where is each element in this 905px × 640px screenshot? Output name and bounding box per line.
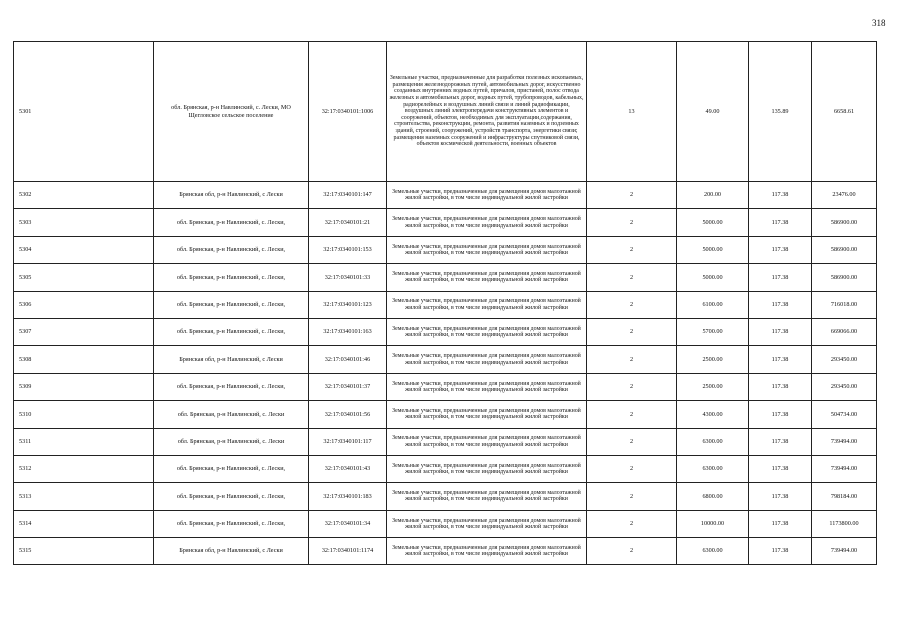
row-number-cell: 5305 (14, 264, 154, 291)
cadastral-number-cell: 32:17:0340101:1174 (309, 538, 387, 565)
use-code-cell: 2 (587, 455, 677, 482)
specific-value-cell: 117.38 (749, 373, 812, 400)
table-body (14, 42, 877, 565)
address-cell: обл. Брянская, р-н Навлинский, с. Лески, (154, 291, 309, 318)
row-number-cell: 5311 (14, 428, 154, 455)
use-code-cell: 2 (587, 209, 677, 236)
area-cell: 4300.00 (677, 401, 749, 428)
land-use-description-cell: Земельные участки, предназначенные для размещения домов малоэтажной жилой застройки, в том числе индивидуальной жилой застройки (387, 264, 587, 291)
table-row (14, 346, 877, 373)
address-cell: обл. Брянская, р-н Навлинский, с. Лески (154, 428, 309, 455)
use-code-cell: 2 (587, 428, 677, 455)
cadastral-value-cell: 798184.00 (812, 483, 877, 510)
cadastral-number-cell: 32:17:0340101:1006 (309, 42, 387, 182)
address-cell: обл. Брянская, р-н Навлинский, с. Лески (154, 401, 309, 428)
cadastral-value-cell: 6658.61 (812, 42, 877, 182)
table-row (14, 510, 877, 537)
cadastral-value-cell: 586900.00 (812, 209, 877, 236)
specific-value-cell: 117.38 (749, 182, 812, 209)
land-use-description-cell: Земельные участки, предназначенные для размещения домов малоэтажной жилой застройки, в том числе индивидуальной жилой застройки (387, 428, 587, 455)
specific-value-cell: 117.38 (749, 291, 812, 318)
specific-value-cell: 117.38 (749, 318, 812, 345)
cadastral-number-cell: 32:17:0340101:33 (309, 264, 387, 291)
specific-value-cell: 117.38 (749, 455, 812, 482)
table-row (14, 291, 877, 318)
page-number: 318 (872, 18, 886, 28)
table-row (14, 455, 877, 482)
table-row (14, 182, 877, 209)
area-cell: 6100.00 (677, 291, 749, 318)
area-cell: 10000.00 (677, 510, 749, 537)
cadastral-value-cell: 23476.00 (812, 182, 877, 209)
area-cell: 6300.00 (677, 428, 749, 455)
land-use-description-cell: Земельные участки, предназначенные для размещения домов малоэтажной жилой застройки, в том числе индивидуальной жилой застройки (387, 318, 587, 345)
specific-value-cell: 117.38 (749, 483, 812, 510)
area-cell: 5000.00 (677, 264, 749, 291)
land-use-description-cell: Земельные участки, предназначенные для размещения домов малоэтажной жилой застройки, в том числе индивидуальной жилой застройки (387, 401, 587, 428)
address-cell: обл. Брянская, р-н Навлинский, с. Лески, (154, 318, 309, 345)
specific-value-cell: 135.89 (749, 42, 812, 182)
specific-value-cell: 117.38 (749, 209, 812, 236)
land-use-description-cell: Земельные участки, предназначенные для размещения домов малоэтажной жилой застройки, в том числе индивидуальной жилой застройки (387, 538, 587, 565)
row-number-cell: 5309 (14, 373, 154, 400)
row-number-cell: 5310 (14, 401, 154, 428)
area-cell: 2500.00 (677, 346, 749, 373)
address-cell: Брянская обл, р-н Навлинский, с Лески (154, 538, 309, 565)
cadastral-value-cell: 586900.00 (812, 264, 877, 291)
cadastral-value-cell: 669066.00 (812, 318, 877, 345)
cadastral-number-cell: 32:17:0340101:123 (309, 291, 387, 318)
area-cell: 5000.00 (677, 209, 749, 236)
cadastral-value-cell: 293450.00 (812, 373, 877, 400)
area-cell: 2500.00 (677, 373, 749, 400)
use-code-cell: 2 (587, 401, 677, 428)
row-number-cell: 5301 (14, 42, 154, 182)
table-row (14, 373, 877, 400)
cadastral-number-cell: 32:17:0340101:21 (309, 209, 387, 236)
address-cell: обл. Брянская, р-н Навлинский, с. Лески, (154, 510, 309, 537)
cadastral-number-cell: 32:17:0340101:153 (309, 236, 387, 263)
area-cell: 6300.00 (677, 538, 749, 565)
table-row (14, 401, 877, 428)
row-number-cell: 5314 (14, 510, 154, 537)
specific-value-cell: 117.38 (749, 428, 812, 455)
cadastral-value-cell: 739494.00 (812, 428, 877, 455)
cadastral-number-cell: 32:17:0340101:117 (309, 428, 387, 455)
row-number-cell: 5303 (14, 209, 154, 236)
area-cell: 49.00 (677, 42, 749, 182)
land-use-description-cell: Земельные участки, предназначенные для размещения домов малоэтажной жилой застройки, в том числе индивидуальной жилой застройки (387, 182, 587, 209)
cadastral-number-cell: 32:17:0340101:34 (309, 510, 387, 537)
specific-value-cell: 117.38 (749, 236, 812, 263)
land-use-description-cell: Земельные участки, предназначенные для размещения домов малоэтажной жилой застройки, в том числе индивидуальной жилой застройки (387, 209, 587, 236)
cadastral-number-cell: 32:17:0340101:37 (309, 373, 387, 400)
land-use-description-cell: Земельные участки, предназначенные для размещения домов малоэтажной жилой застройки, в том числе индивидуальной жилой застройки (387, 236, 587, 263)
use-code-cell: 2 (587, 510, 677, 537)
address-cell: обл. Брянская, р-н Навлинский, с. Лески, (154, 209, 309, 236)
table-row (14, 264, 877, 291)
table-row (14, 236, 877, 263)
address-cell: обл. Брянская, р-н Навлинский, с. Лески, (154, 455, 309, 482)
use-code-cell: 2 (587, 236, 677, 263)
address-cell: Брянская обл, р-н Навлинский, с Лески (154, 182, 309, 209)
area-cell: 5700.00 (677, 318, 749, 345)
specific-value-cell: 117.38 (749, 264, 812, 291)
cadastral-value-cell: 293450.00 (812, 346, 877, 373)
specific-value-cell: 117.38 (749, 346, 812, 373)
specific-value-cell: 117.38 (749, 510, 812, 537)
area-cell: 5000.00 (677, 236, 749, 263)
land-use-description-cell: Земельные участки, предназначенные для размещения домов малоэтажной жилой застройки, в том числе индивидуальной жилой застройки (387, 373, 587, 400)
row-number-cell: 5304 (14, 236, 154, 263)
area-cell: 6800.00 (677, 483, 749, 510)
cadastral-value-cell: 739494.00 (812, 455, 877, 482)
area-cell: 200.00 (677, 182, 749, 209)
use-code-cell: 2 (587, 264, 677, 291)
cadastral-number-cell: 32:17:0340101:43 (309, 455, 387, 482)
use-code-cell: 13 (587, 42, 677, 182)
cadastral-number-cell: 32:17:0340101:147 (309, 182, 387, 209)
land-use-description-cell: Земельные участки, предназначенные для размещения домов малоэтажной жилой застройки, в том числе индивидуальной жилой застройки (387, 291, 587, 318)
land-use-description-cell: Земельные участки, предназначенные для размещения домов малоэтажной жилой застройки, в том числе индивидуальной жилой застройки (387, 510, 587, 537)
use-code-cell: 2 (587, 346, 677, 373)
use-code-cell: 2 (587, 373, 677, 400)
table-row (14, 42, 877, 182)
address-cell: обл. Брянская, р-н Навлинский, с. Лески, (154, 373, 309, 400)
land-use-description-cell: Земельные участки, предназначенные для размещения домов малоэтажной жилой застройки, в том числе индивидуальной жилой застройки (387, 455, 587, 482)
row-number-cell: 5306 (14, 291, 154, 318)
cadastral-value-cell: 504734.00 (812, 401, 877, 428)
row-number-cell: 5315 (14, 538, 154, 565)
use-code-cell: 2 (587, 538, 677, 565)
table-row (14, 209, 877, 236)
table-row (14, 428, 877, 455)
row-number-cell: 5302 (14, 182, 154, 209)
row-number-cell: 5308 (14, 346, 154, 373)
use-code-cell: 2 (587, 182, 677, 209)
cadastral-value-cell: 586900.00 (812, 236, 877, 263)
row-number-cell: 5312 (14, 455, 154, 482)
cadastral-value-cell: 1173800.00 (812, 510, 877, 537)
land-use-description-cell: Земельные участки, предназначенные для разработки полезных ископаемых, размещения железнодорожных путей, автомобильных дорог, искусственно созданных внутренних водных путей, причалов, пристаней, полос отвода железных и автомобильных дорог, водных путей, трубопроводов, кабельных, радиорелейных и воздушных линий связи и линий радиофикации, воздушных линий электропередачи конструктивных элементов и сооружений, объектов, необходимых для эксплуатации,содержания, строительства, реконструкции, ремонта, развития наземных и подземных зданий, строений, сооружений, устройств транспорта, энергетики связи; размещения наземных сооружений и инфраструктуры спутниковой связи, объектов космической деятельности, военных объектов (387, 42, 587, 182)
cadastral-number-cell: 32:17:0340101:183 (309, 483, 387, 510)
address-cell: обл. Брянская, р-н Навлинский, с. Лески, (154, 264, 309, 291)
cadastral-value-cell: 739494.00 (812, 538, 877, 565)
area-cell: 6300.00 (677, 455, 749, 482)
row-number-cell: 5307 (14, 318, 154, 345)
cadastral-value-cell: 716018.00 (812, 291, 877, 318)
land-use-description-cell: Земельные участки, предназначенные для размещения домов малоэтажной жилой застройки, в том числе индивидуальной жилой застройки (387, 483, 587, 510)
cadastral-number-cell: 32:17:0340101:56 (309, 401, 387, 428)
cadastral-number-cell: 32:17:0340101:163 (309, 318, 387, 345)
use-code-cell: 2 (587, 291, 677, 318)
use-code-cell: 2 (587, 483, 677, 510)
address-cell: обл. Брянская, р-н Навлинский, с. Лески, (154, 483, 309, 510)
address-cell: Брянская обл, р-н Навлинский, с Лески (154, 346, 309, 373)
specific-value-cell: 117.38 (749, 401, 812, 428)
use-code-cell: 2 (587, 318, 677, 345)
table-row (14, 318, 877, 345)
table-row (14, 538, 877, 565)
cadastral-number-cell: 32:17:0340101:46 (309, 346, 387, 373)
row-number-cell: 5313 (14, 483, 154, 510)
table-row (14, 483, 877, 510)
address-cell: обл. Брянская, р-н Навлинский, с. Лески, (154, 236, 309, 263)
land-register-table (13, 41, 877, 565)
specific-value-cell: 117.38 (749, 538, 812, 565)
address-cell: обл. Брянская, р-н Навлинский, с. Лески, МО Щегловское сельское поселение (154, 42, 309, 182)
land-use-description-cell: Земельные участки, предназначенные для размещения домов малоэтажной жилой застройки, в том числе индивидуальной жилой застройки (387, 346, 587, 373)
